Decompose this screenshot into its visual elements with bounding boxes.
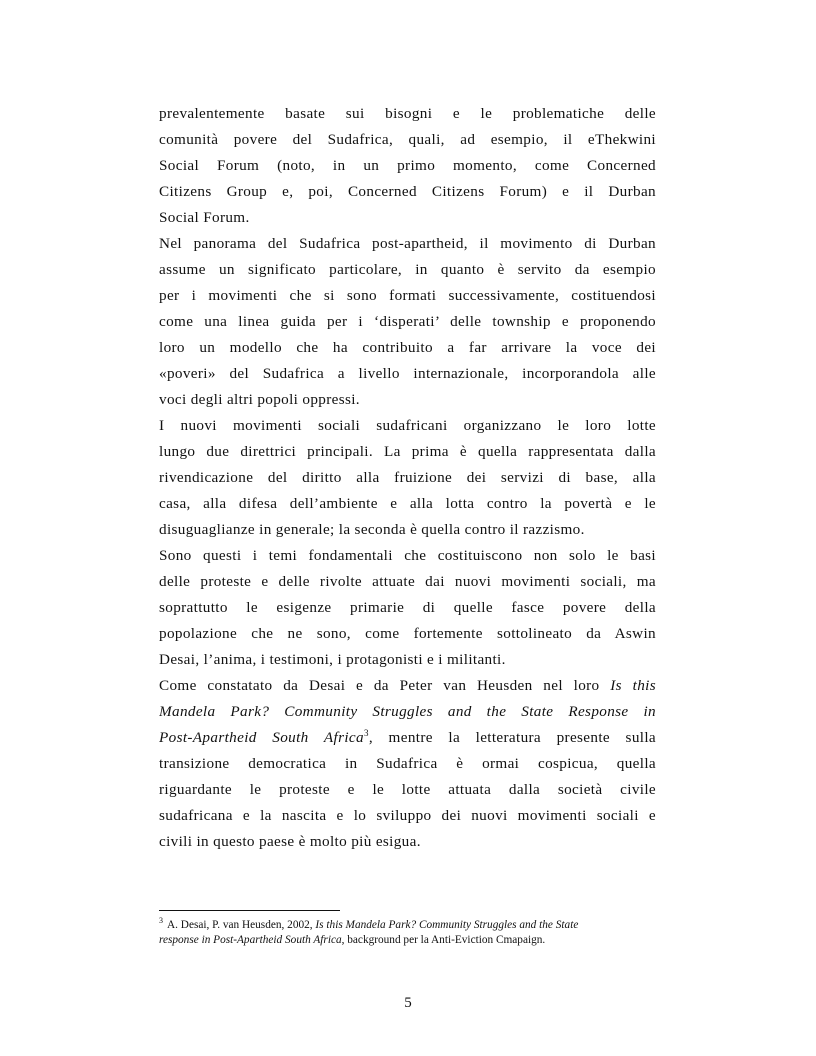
text-line: [159, 673, 656, 699]
body-text: [159, 101, 656, 855]
text-line: transizione democratica in Sudafrica è ormai cospicua, quella: [159, 755, 656, 772]
page-number: 5: [404, 995, 412, 1011]
footnote-separator: [159, 910, 340, 911]
text-line: Desai, l’anima, i testimoni, i protagonisti e i militanti.: [159, 651, 506, 668]
footnote-title: response in Post-Apartheid South Africa: [159, 934, 342, 946]
text-span: , mentre la letteratura presente sulla: [368, 729, 656, 746]
footnote-line: [159, 933, 659, 948]
italic-title-span: Post-Apartheid South Africa: [159, 729, 364, 746]
footnote-line: [159, 918, 659, 933]
text-line: rivendicazione del diritto alla fruizione dei servizi di base, alla: [159, 469, 656, 486]
text-line: civili in questo paese è molto più esigua.: [159, 833, 421, 850]
text-line: [159, 699, 656, 725]
italic-title-span: Is this: [610, 677, 656, 694]
text-line: assume un significato particolare, in quanto è servito da esempio: [159, 261, 656, 278]
text-line: Nel panorama del Sudafrica post-apartheid, il movimento di Durban: [159, 235, 656, 252]
text-line: Social Forum (noto, in un primo momento, come Concerned: [159, 157, 656, 174]
text-line: delle proteste e delle rivolte attuate dai nuovi movimenti sociali, ma: [159, 573, 656, 590]
text-line: voci degli altri popoli oppressi.: [159, 391, 360, 408]
text-line: [159, 725, 656, 751]
text-span: Come constatato da Desai e da Peter van Heusden nel loro: [159, 677, 600, 694]
text-line: disuguaglianze in generale; la seconda è quella contro il razzismo.: [159, 521, 585, 538]
text-line: per i movimenti che si sono formati successivamente, costituendosi: [159, 287, 656, 304]
text-line: «poveri» del Sudafrica a livello internazionale, incorporandola alle: [159, 365, 656, 382]
footnote-text: , background per la Anti-Eviction Cmapaign.: [341, 934, 546, 946]
text-line: I nuovi movimenti sociali sudafricani organizzano le loro lotte: [159, 417, 656, 434]
text-line: Social Forum.: [159, 209, 250, 226]
text-line: Sono questi i temi fondamentali che costituiscono non solo le basi: [159, 547, 656, 564]
text-line: casa, alla difesa dell’ambiente e alla lotta contro la povertà e le: [159, 495, 656, 512]
footnote: [159, 918, 659, 948]
text-line: loro un modello che ha contribuito a far arrivare la voce dei: [159, 339, 656, 356]
text-line: comunità povere del Sudafrica, quali, ad esempio, il eThekwini: [159, 131, 656, 148]
text-line: sudafricana e la nascita e lo sviluppo dei nuovi movimenti sociali e: [159, 807, 656, 824]
footnote-number: 3: [159, 916, 163, 926]
text-line: soprattutto le esigenze primarie di quelle fasce povere della: [159, 599, 656, 616]
text-line: prevalentemente basate sui bisogni e le problematiche delle: [159, 105, 656, 122]
footnote-text: A. Desai, P. van Heusden, 2002,: [167, 919, 313, 931]
text-line: lungo due direttrici principali. La prima è quella rappresentata dalla: [159, 443, 656, 460]
footnote-ref[interactable]: 3: [363, 727, 369, 738]
text-line: riguardante le proteste e le lotte attuata dalla società civile: [159, 781, 656, 798]
footnote-title: Is this Mandela Park? Community Struggles and the State: [315, 919, 579, 931]
text-line: popolazione che ne sono, come fortemente sottolineato da Aswin: [159, 625, 656, 642]
text-line: come una linea guida per i ‘disperati’ delle township e proponendo: [159, 313, 656, 330]
text-line: Citizens Group e, poi, Concerned Citizens Forum) e il Durban: [159, 183, 656, 200]
italic-title-span: Mandela Park? Community Struggles and the State Response in: [159, 703, 656, 720]
